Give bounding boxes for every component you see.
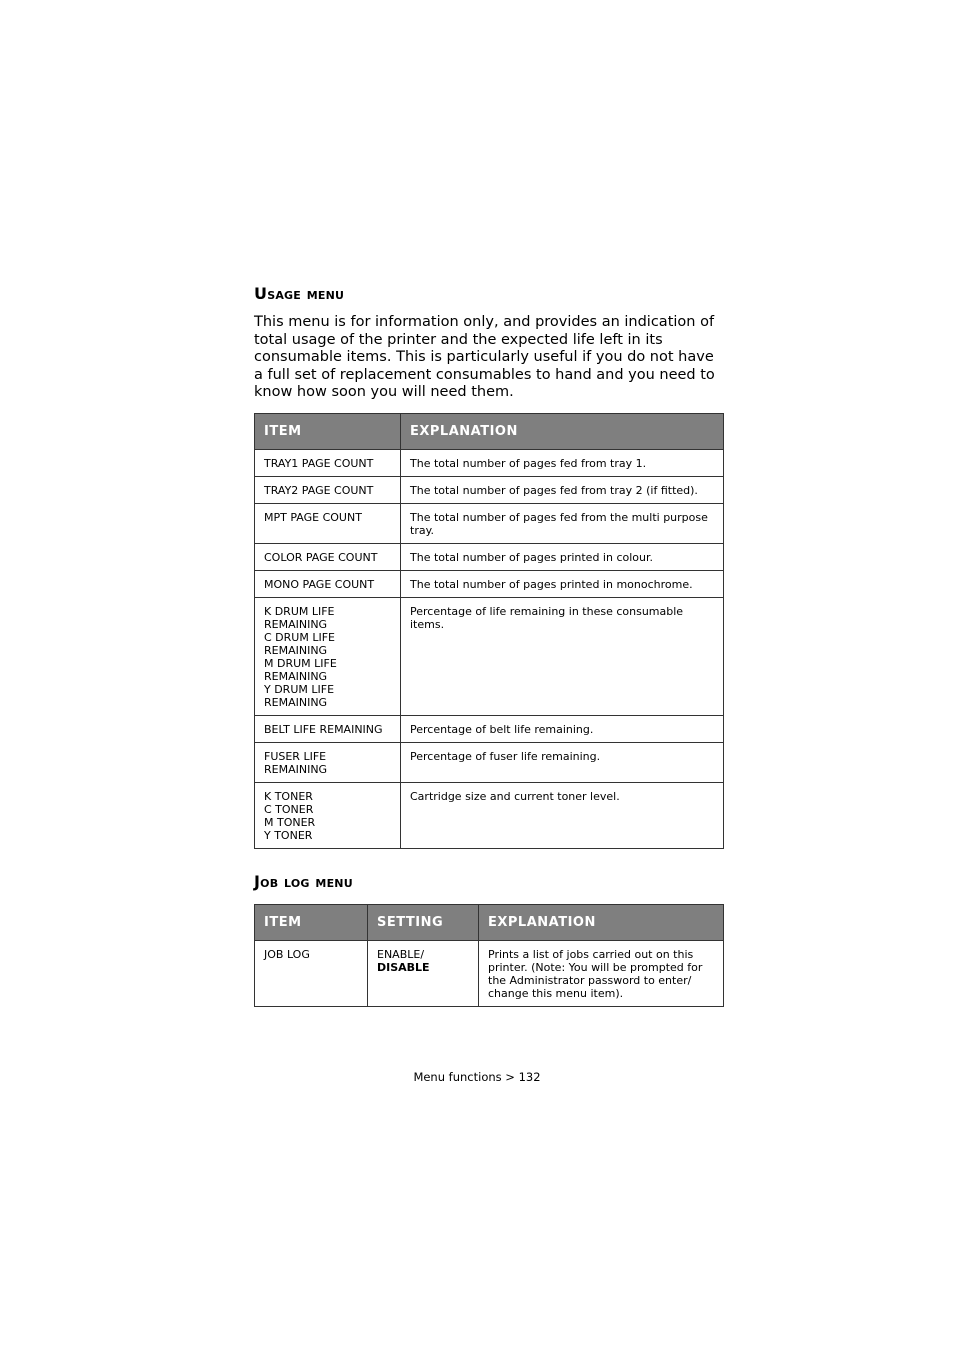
table-row [255,544,724,571]
setting-cell [368,941,479,1007]
item-cell [255,450,401,477]
item-cell [255,477,401,504]
item-cell [255,743,401,783]
explanation-cell: Percentage of fuser life remaining. [401,743,724,783]
item-line: K TONER [264,790,313,803]
table-row [255,450,724,477]
item-line: C DRUM LIFE REMAINING [264,631,335,657]
usage-menu-table [254,413,724,849]
table-row [255,598,724,716]
column-header-explanation: EXPLANATION [479,905,724,941]
item-cell: JOB LOG [255,941,368,1007]
explanation-cell: The total number of pages fed from the multi purpose tray. [401,504,724,544]
item-line: TRAY1 PAGE COUNT [264,457,374,470]
item-cell [255,544,401,571]
table-row [255,504,724,544]
page-footer: Menu functions > 132 [413,1070,541,1084]
column-header-setting: SETTING [368,905,479,941]
item-line: FUSER LIFE REMAINING [264,750,328,776]
usage-menu-heading: Usage menu [254,284,345,303]
table-row [255,743,724,783]
item-line: MONO PAGE COUNT [264,578,375,591]
item-cell [255,783,401,849]
explanation-cell: Percentage of belt life remaining. [401,716,724,743]
explanation-cell: Percentage of life remaining in these consumable items. [401,598,724,716]
table-row [255,716,724,743]
explanation-cell: Prints a list of jobs carried out on this printer. (Note: You will be prompted for the Administrator password to enter/ change this menu item). [479,941,724,1007]
usage-menu-intro: This menu is for information only, and provides an indication of total usage of the printer and the expected life left in its consumable items. This is particularly useful if you do not have a full set of replacement consumables to hand and you need to know how soon you will need them. [254,314,715,401]
explanation-cell: The total number of pages printed in colour. [401,544,724,571]
job-log-menu-heading: Job log menu [254,872,353,891]
column-header-explanation: EXPLANATION [401,414,724,450]
job-log-table-header-row [255,905,724,941]
explanation-cell: The total number of pages fed from tray 1. [401,450,724,477]
column-header-item: ITEM [255,414,401,450]
item-line: MPT PAGE COUNT [264,511,362,524]
table-row [255,571,724,598]
item-cell [255,716,401,743]
item-line: C TONER [264,803,314,816]
item-cell [255,504,401,544]
item-line: Y TONER [264,829,313,842]
table-row [255,941,724,1007]
item-line: Y DRUM LIFE REMAINING [264,683,335,709]
explanation-cell: The total number of pages fed from tray 2 (if fitted). [401,477,724,504]
column-header-item: ITEM [255,905,368,941]
item-line: M TONER [264,816,316,829]
table-row [255,477,724,504]
explanation-cell: Cartridge size and current toner level. [401,783,724,849]
item-cell [255,598,401,716]
job-log-menu-table [254,904,724,1007]
item-line: BELT LIFE REMAINING [264,723,383,736]
explanation-cell: The total number of pages printed in monochrome. [401,571,724,598]
item-line: TRAY2 PAGE COUNT [264,484,374,497]
setting-default-option: DISABLE [377,961,430,974]
item-line: K DRUM LIFE REMAINING [264,605,335,631]
item-line: COLOR PAGE COUNT [264,551,378,564]
usage-table-header-row [255,414,724,450]
table-row [255,783,724,849]
item-cell [255,571,401,598]
item-line: M DRUM LIFE REMAINING [264,657,337,683]
setting-option: ENABLE/ [377,948,425,961]
